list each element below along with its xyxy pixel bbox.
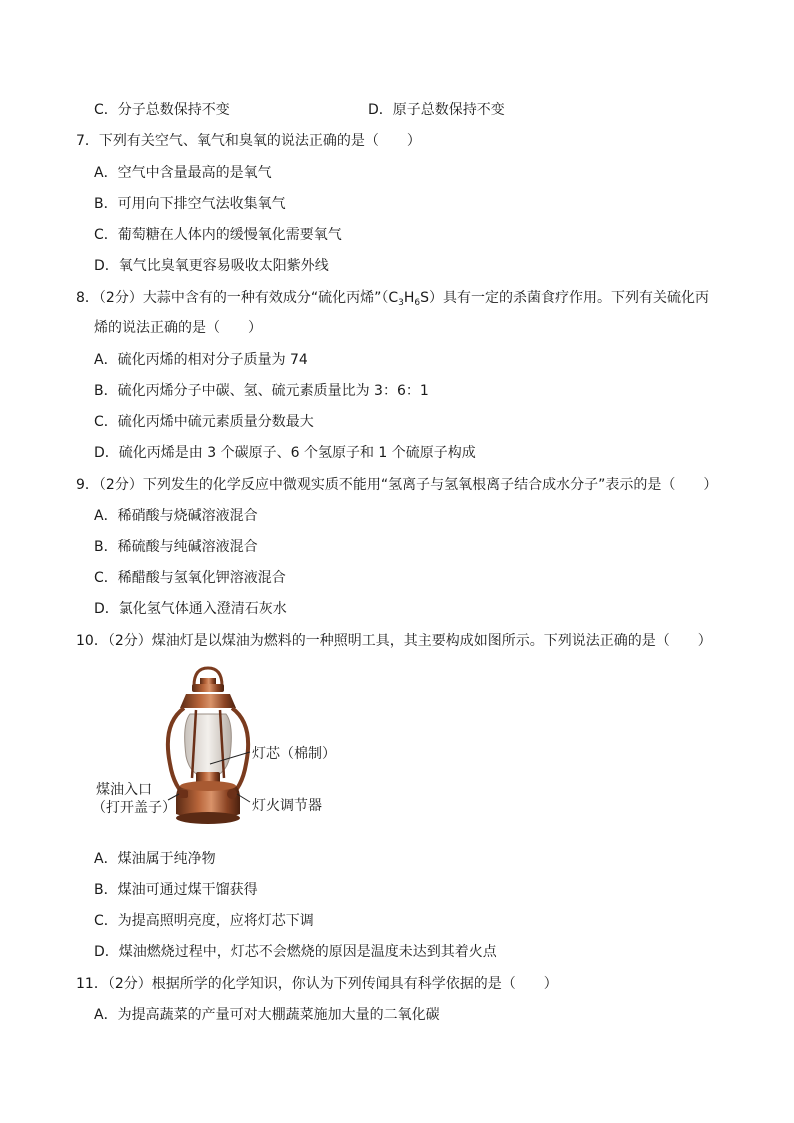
q10-option-d: D．煤油燃烧过程中，灯芯不会燃烧的原因是温度未达到其着火点	[94, 944, 497, 960]
q9-option-d: D．氯化氢气体通入澄清石灰水	[94, 601, 287, 617]
q8-stem-cont: 烯的说法正确的是（ ）	[94, 320, 262, 336]
q8-option-a: A．硫化丙烯的相对分子质量为 74	[94, 352, 308, 368]
q8-stem-post: S）具有一定的杀菌食疗作用。下列有关硫化丙	[420, 290, 709, 306]
q10-option-a: A．煤油属于纯净物	[94, 851, 216, 867]
label-wick: 灯芯（棉制）	[252, 746, 336, 762]
q9-stem: 9．（2分）下列发生的化学反应中微观实质不能用“氢离子与氢氧根离子结合成水分子”表示的是（ ）	[76, 477, 718, 493]
q7-option-a: A．空气中含量最高的是氧气	[94, 165, 272, 181]
q8-option-d: D．硫化丙烯是由 3 个碳原子、6 个氢原子和 1 个硫原子构成	[94, 445, 476, 461]
q8-option-b: B．硫化丙烯分子中碳、氢、硫元素质量比为 3：6：1	[94, 383, 429, 399]
q7-stem: 7．下列有关空气、氧气和臭氧的说法正确的是（ ）	[76, 133, 421, 149]
q8-formula-sub-3: 3	[398, 298, 404, 308]
q6-option-c: C．分子总数保持不变	[94, 102, 230, 118]
label-inlet-line1: 煤油入口	[96, 782, 152, 798]
q9-option-a: A．稀硝酸与烧碱溶液混合	[94, 508, 258, 524]
label-inlet-line2: （打开盖子）	[92, 800, 176, 816]
q11-stem: 11．（2分）根据所学的化学知识，你认为下列传闻具有科学依据的是（ ）	[76, 976, 558, 992]
q9-option-b: B．稀硫酸与纯碱溶液混合	[94, 539, 258, 555]
q9-option-c: C．稀醋酸与氢氧化钾溶液混合	[94, 570, 286, 586]
q8-stem-pre: 8．（2分）大蒜中含有的一种有效成分“硫化丙烯”（C	[76, 290, 399, 306]
q8-option-c: C．硫化丙烯中硫元素质量分数最大	[94, 414, 314, 430]
q8-stem	[76, 288, 709, 308]
q8-formula-sub-6: 6	[414, 298, 421, 308]
q7-option-b: B．可用向下排空气法收集氧气	[94, 196, 286, 212]
label-adjuster: 灯火调节器	[252, 798, 322, 814]
q10-option-c: C．为提高照明亮度，应将灯芯下调	[94, 913, 314, 929]
q7-option-c: C．葡萄糖在人体内的缓慢氧化需要氧气	[94, 227, 342, 243]
q10-option-b: B．煤油可通过煤干馏获得	[94, 882, 258, 898]
q8-formula-h: H	[403, 290, 415, 306]
kerosene-lamp-figure	[92, 664, 352, 836]
q10-stem: 10．（2分）煤油灯是以煤油为燃料的一种照明工具，其主要构成如图所示。下列说法正确的是（ ）	[76, 633, 712, 649]
q7-option-d: D．氧气比臭氧更容易吸收太阳紫外线	[94, 258, 329, 274]
q11-option-a: A．为提高蔬菜的产量可对大棚蔬菜施加大量的二氧化碳	[94, 1007, 440, 1023]
q6-option-d: D．原子总数保持不变	[368, 102, 505, 118]
